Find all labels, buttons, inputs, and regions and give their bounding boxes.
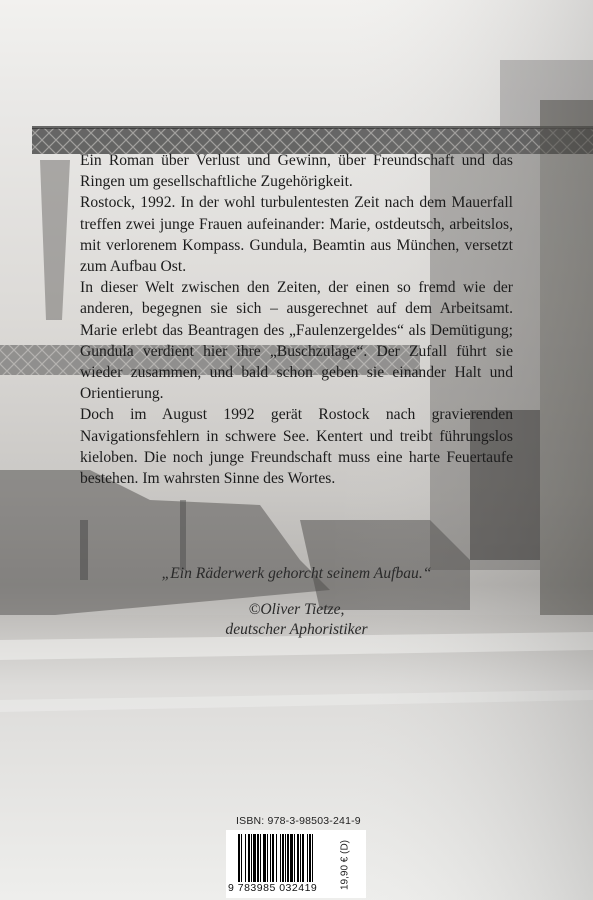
barcode-bar [245, 834, 246, 882]
barcode-bar [285, 834, 286, 882]
barcode-bar [267, 834, 268, 882]
barcode-bar [307, 834, 308, 882]
barcode-bar [294, 834, 295, 882]
barcode-bar [297, 834, 299, 882]
barcode-bar [260, 834, 261, 882]
barcode-bar [251, 834, 252, 882]
ean13-barcode-icon [238, 834, 346, 882]
barcode-digits: 9 783985 032419 [228, 882, 318, 894]
barcode-bar [257, 834, 259, 882]
price-label: 19,90 € (D) [339, 839, 351, 891]
barcode-bar [312, 834, 313, 882]
quote-attribution [80, 600, 513, 640]
barcode-bar [272, 834, 274, 882]
barcode-bar [248, 834, 250, 882]
barcode-bar [290, 834, 293, 882]
barcode-bar [300, 834, 301, 882]
barcode-bar [263, 834, 266, 882]
barcode-bar [241, 834, 242, 882]
quote-author: ©Oliver Tietze, [248, 601, 345, 618]
barcode-bar [309, 834, 311, 882]
aphorism-quote: „Ein Räderwerk gehorcht seinem Aufbau.“ [161, 565, 432, 582]
barcode-bar [253, 834, 256, 882]
barcode-bar [282, 834, 284, 882]
blurb-paragraph: Ein Roman über Verlust und Gewinn, über Freundschaft und das Ringen um gesellschaftliche Zugehörigkeit. [80, 152, 513, 191]
barcode-bar [280, 834, 281, 882]
blurb-paragraph: Doch im August 1992 gerät Rostock nach gravierenden Navigationsfehlern in schwere See. Kentert und treibt führungslos kieloben. Die noch junge Freundschaft muss eine harte Feuertaufe bestehen. Im wahrsten Sinne des Wortes. [80, 406, 513, 488]
barcode-bar [276, 834, 277, 882]
isbn-label: ISBN: 978-3-98503-241-9 [236, 815, 361, 827]
blurb-paragraph: In dieser Welt zwischen den Zeiten, der einen so fremd wie der anderen, begegnen sie sich – ausgerechnet auf dem Arbeitsamt. Marie erlebt das Beantragen des „Faulenzergeldes“ als Demütigung; Gundula verdient hier ihre „Buschzulage“. Der Zufall führt sie wieder zusammen, und bald schon geben sie einander Halt und Orientierung. [80, 279, 513, 403]
barcode-bar [238, 834, 240, 882]
blurb-paragraph: Rostock, 1992. In der wohl turbulentesten Zeit nach dem Mauerfall treffen zwei junge Frauen aufeinander: Marie, ostdeutsch, arbeitslos, mit verlorenem Kompass. Gundula, Beamtin aus München, versetzt zum Aufbau Ost. [80, 194, 513, 276]
barcode-bar [287, 834, 289, 882]
quote-author-description: deutscher Aphoristiker [225, 621, 368, 638]
barcode-bar [302, 834, 304, 882]
blurb-text [80, 150, 513, 489]
barcode-bar [270, 834, 271, 882]
